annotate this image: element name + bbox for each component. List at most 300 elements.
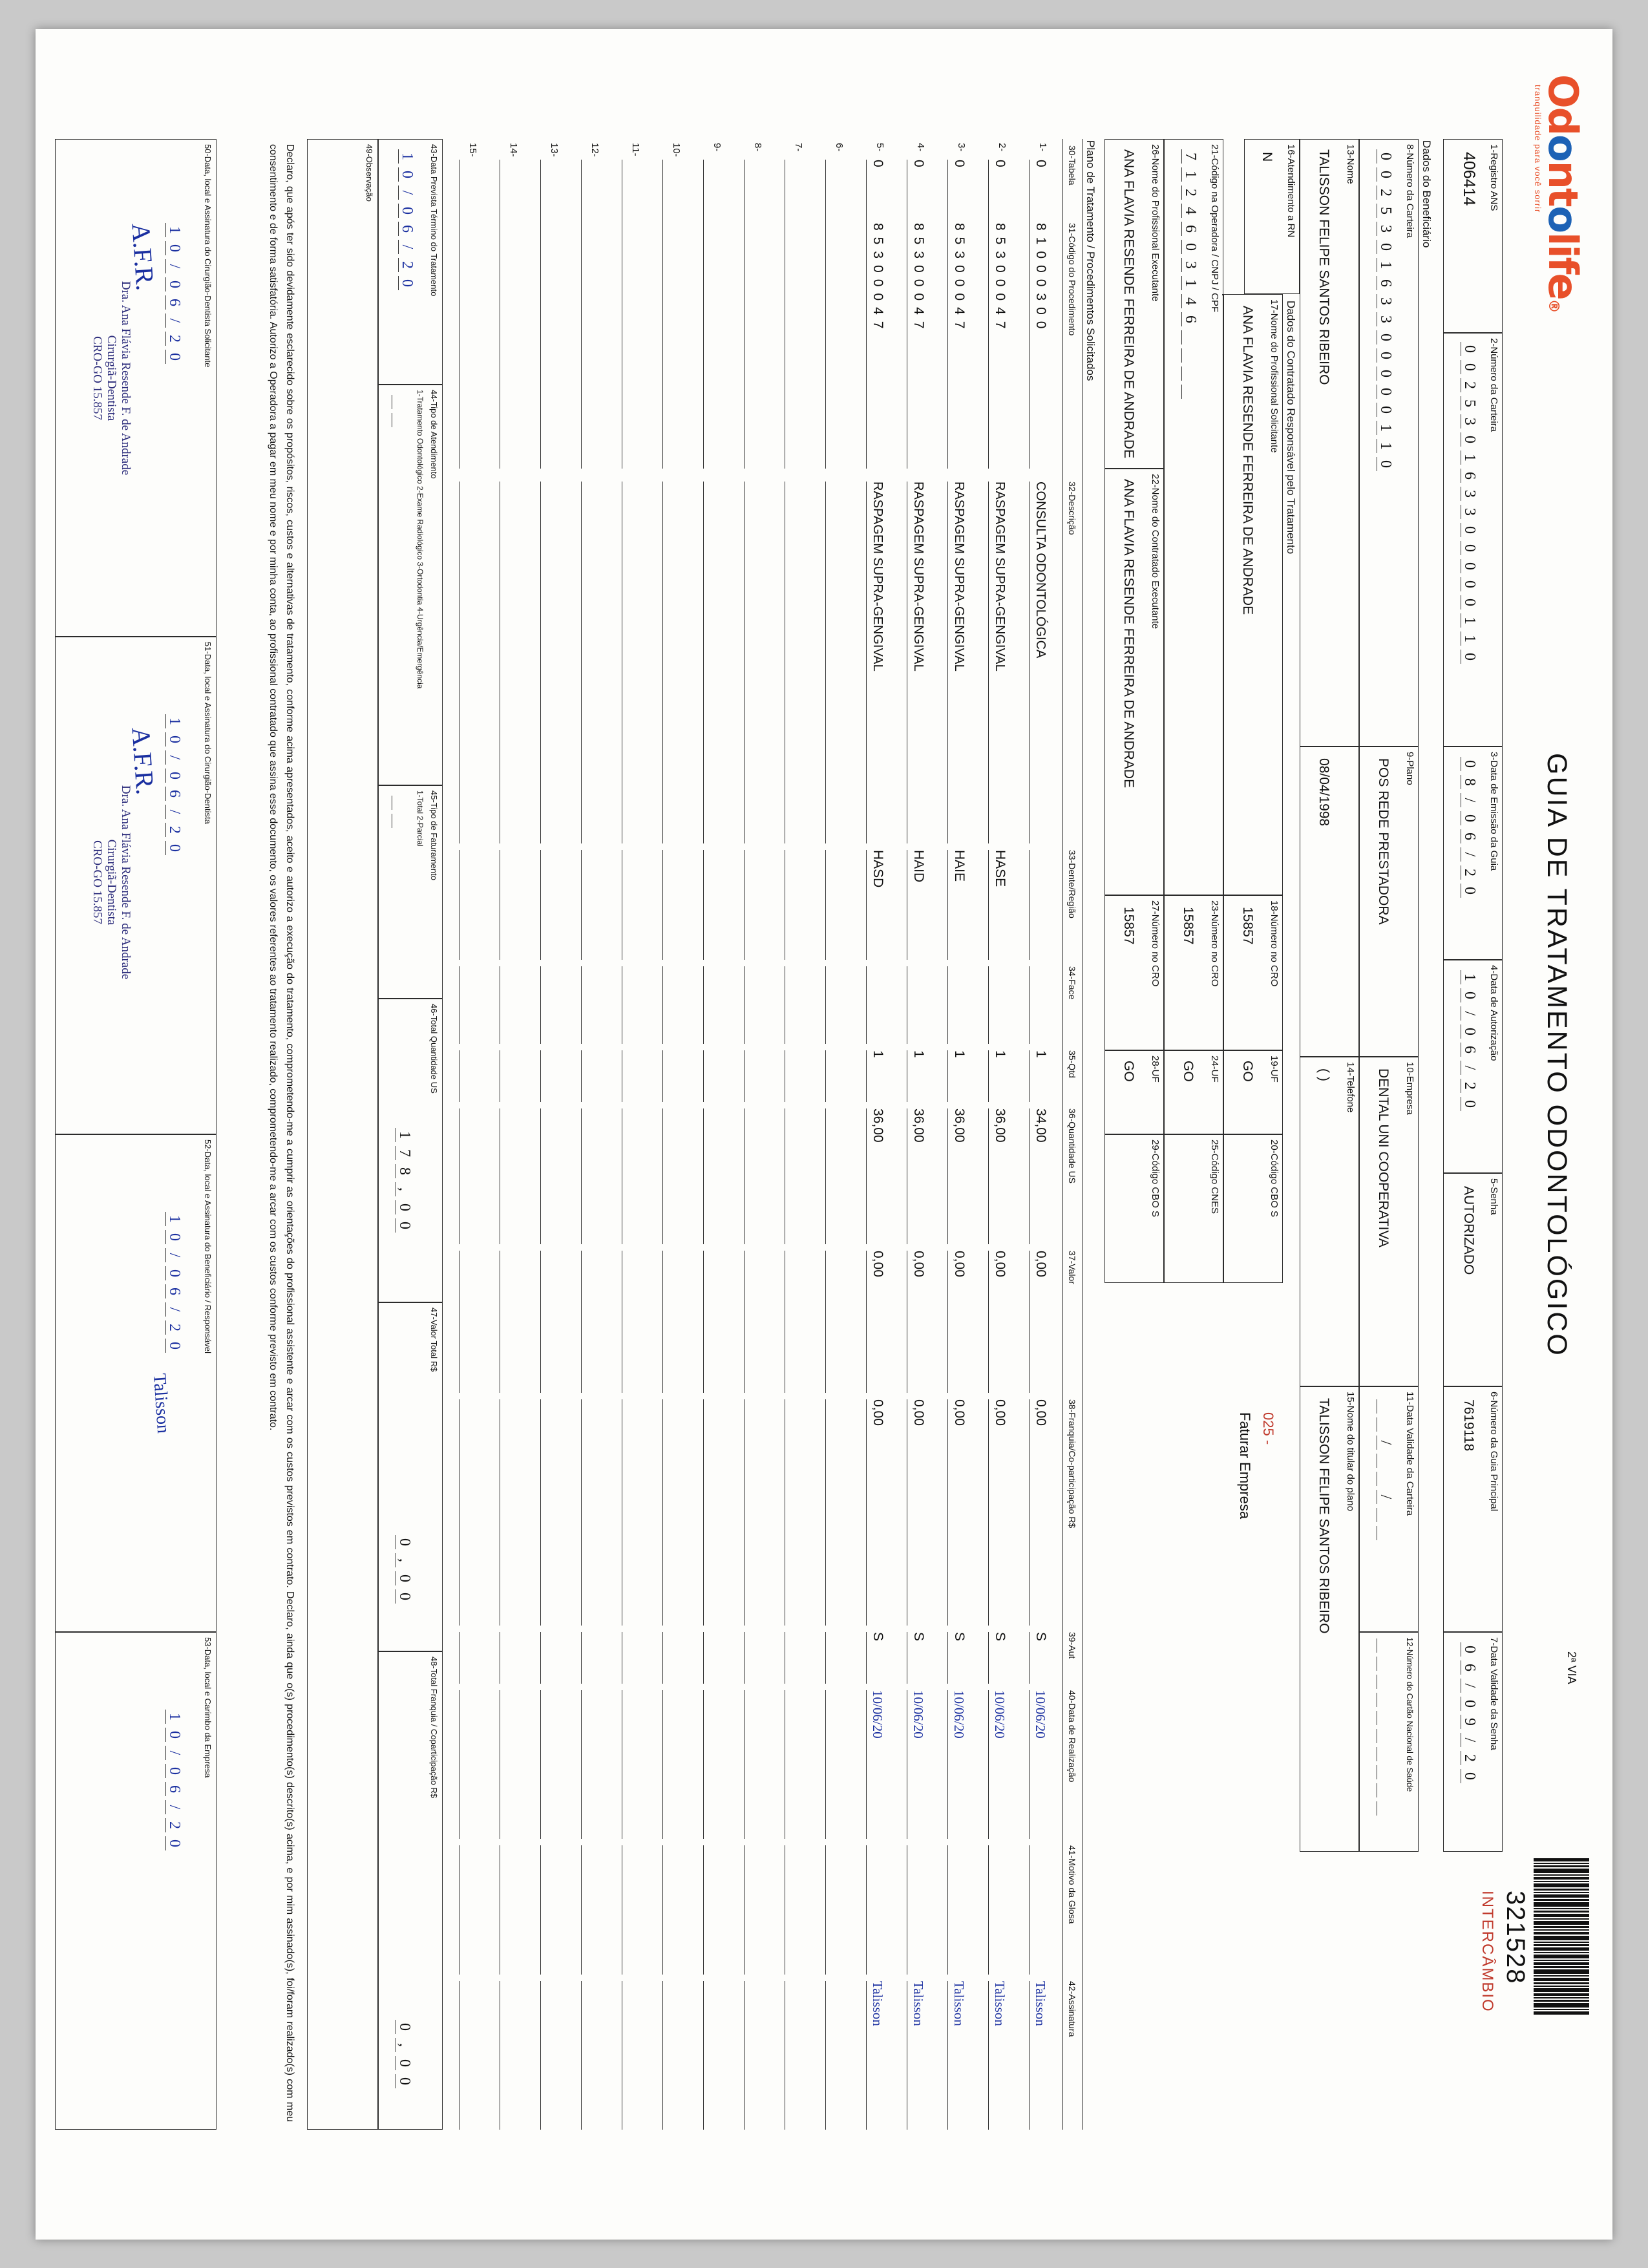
cell-franq [540,1399,563,1626]
declaration-text: Declaro, que após ter sido devidamente esclarecido sobre os propósitos, riscos, custos e alternativas de tratamento, conforme acima apresentados, aceito e autorizo a execução do tratamento, comprometendo-me a cumprir as orientações do profissional assistente e arcar com os custos previstos em contrato. Declaro, ainda que o(s) procedimento(s) descrito(s) acima, e por mim assinado(s), foi/foram realizado(s) com meu consentimento e de forma satisfatória. Autorizo a Operadora a pagar em meu nome e por minha conta, ao profissional contratado que assina esse documento, os valores referentes ao tratamento realizado, comprometendo-me a arcar com os custos conforme previsto em contrato. [268,144,295,2122]
field-50-date-cells: 1 0 / 0 6 / 2 0 [165,223,183,368]
cell-descricao: RASPAGEM SUPRA-GENGIVAL [907,482,929,843]
field-16-value: N [1260,152,1274,162]
cell-dente [744,850,766,960]
cell-descricao: CONSULTA ODONTOLÓGICA [1029,482,1051,843]
cell-tabela [744,160,766,224]
field-52-date-cells: 1 0 / 0 6 / 2 0 [165,1212,183,1357]
cell-data [825,1690,848,1839]
cell-us [622,1108,644,1244]
cell-qtd [459,1050,481,1102]
cell-franq [662,1399,685,1626]
cell-tabela: 0 [866,160,889,224]
cell-face [662,966,685,1044]
cell-qtd: 1 [1029,1050,1051,1102]
cell-us: 36,00 [947,1108,970,1244]
cell-codigo [459,223,481,469]
cell-aut [540,1632,563,1684]
cell-franq: 0,00 [947,1399,970,1626]
cell-dente [459,850,481,960]
cell-valor [744,1251,766,1393]
cell-assin [662,1981,685,2130]
table-row [650,29,690,2240]
cell-tabela [581,160,604,224]
cell-face [825,966,848,1044]
cell-us [500,1108,522,1244]
cell-codigo [500,223,522,469]
field-12-label: 12-Número do Cartão Nacional de Saúde [1405,1637,1415,1792]
row-number: 15- [467,143,478,157]
cell-qtd: 1 [988,1050,1011,1102]
row-number: 7- [793,143,804,152]
cell-tabela [459,160,481,224]
cell-descricao [500,482,522,843]
field-12-cells [1377,1638,1394,1819]
cell-franq [825,1399,848,1626]
cell-data: 10/06/20 [1029,1690,1051,1839]
cell-valor: 0,00 [866,1251,889,1393]
guia-tratamento-odontologico-form [36,29,1612,2240]
col-37-valor: 37-Valor [1067,1251,1077,1284]
cell-dente: HAIE [947,850,970,960]
cell-assin [459,1981,481,2130]
cell-codigo: 85300047 [866,223,889,469]
cell-data [540,1690,563,1839]
field-51-date-cells: 1 0 / 0 6 / 2 0 [165,714,183,859]
cell-motivo [907,1845,929,1975]
field-24-label: 24-UF [1209,1055,1220,1083]
cell-assin [500,1981,522,2130]
table-row [935,29,975,2240]
cell-qtd [540,1050,563,1102]
field-53-date-cells: 1 0 / 0 6 / 2 0 [165,1710,183,1854]
cell-tabela [622,160,644,224]
cell-tabela [825,160,848,224]
cell-motivo [947,1845,970,1975]
field-10-label: 10-Empresa [1404,1062,1415,1115]
cell-data: 10/06/20 [866,1690,889,1839]
field-21-label: 21-Código na Operadora / CNPJ / CPF [1209,144,1220,313]
cell-codigo: 85300047 [988,223,1011,469]
cell-aut [825,1632,848,1684]
row-number: 5- [874,143,885,152]
field-52-assinatura-beneficiario [55,1134,217,1632]
field-18-label: 18-Número no CRO [1269,900,1280,987]
cell-assin [825,1981,848,2130]
cell-data [662,1690,685,1839]
signature-solicitante: A.F.R. [126,222,160,292]
cell-codigo [581,223,604,469]
col-42-assinatura: 42-Assinatura [1067,1981,1077,2037]
row-number: 12- [589,143,600,157]
cell-franq [785,1399,807,1626]
cell-us [744,1108,766,1244]
col-34-face: 34-Face [1067,966,1077,1000]
cell-valor [500,1251,522,1393]
cell-valor [825,1251,848,1393]
row-number: 4- [915,143,926,152]
field-3-label: 3-Data de Emissão da Guia [1488,752,1499,871]
col-30-tabela: 30-Tabela [1067,145,1077,185]
cell-franq [703,1399,726,1626]
field-11-cells: / / [1377,1399,1394,1544]
col-41-motivo-glosa: 41-Motivo da Glosa [1067,1845,1077,1924]
cell-data [744,1690,766,1839]
cell-qtd: 1 [907,1050,929,1102]
cell-descricao [825,482,848,843]
cell-aut [581,1632,604,1684]
field-3-cells: 0 8 / 0 6 / 2 0 [1461,757,1478,902]
cell-dente [581,850,604,960]
field-27-value: 15857 [1121,907,1136,945]
field-6-label: 6-Número da Guia Principal [1488,1392,1499,1512]
cell-us [540,1108,563,1244]
table-row [609,29,650,2240]
stamp-dentista [90,682,132,1083]
cell-franq [744,1399,766,1626]
cell-us: 36,00 [866,1108,889,1244]
field-43-cells: 1 0 / 0 6 / 2 0 [398,149,416,294]
field-53-carimbo-empresa [55,1632,217,2130]
cell-assin: Talisson [907,1981,929,2130]
cell-assin: Talisson [1029,1981,1051,2130]
cell-aut: S [866,1632,889,1684]
cell-aut [459,1632,481,1684]
field-11-label: 11-Data Validade da Carteira [1404,1392,1415,1516]
cell-dente [1029,850,1051,960]
field-48-cells: 0 , 0 0 [396,2020,413,2092]
field-16-label: 16-Atendimento a RN [1285,144,1296,238]
field-27-label: 27-Número no CRO [1150,900,1161,987]
table-row [731,29,772,2240]
cell-franq: 0,00 [866,1399,889,1626]
row-number: 8- [752,143,763,152]
cell-assin: Talisson [988,1981,1011,2130]
cell-aut: S [988,1632,1011,1684]
cell-assin [540,1981,563,2130]
row-number: 9- [712,143,723,152]
cell-assin [785,1981,807,2130]
field-22-value: ANA FLAVIA RESENDE FERREIRA DE ANDRADE [1121,479,1136,789]
field-dob-value: 08/04/1998 [1316,758,1331,827]
cell-valor [540,1251,563,1393]
cell-assin: Talisson [947,1981,970,2130]
cell-aut [785,1632,807,1684]
cell-qtd [581,1050,604,1102]
cell-face [866,966,889,1044]
row-number: 14- [508,143,519,157]
field-25-label: 25-Código CNES [1209,1139,1220,1214]
field-52-label: 52-Data, local e Assinatura do Beneficiário / Responsável [203,1139,213,1353]
cell-tabela: 0 [1029,160,1051,224]
col-38-franquia: 38-Franquia/Co-participação R$ [1067,1399,1077,1529]
table-row [446,29,487,2240]
stamp2-line-2: Cirurgiã-Dentista [105,839,118,926]
cell-franq [581,1399,604,1626]
field-44-cells [392,395,409,431]
field-4-cells: 1 0 / 0 6 / 2 0 [1461,970,1478,1115]
cell-codigo [744,223,766,469]
cell-assin [622,1981,644,2130]
cell-motivo [622,1845,644,1975]
cell-motivo [459,1845,481,1975]
cell-aut [703,1632,726,1684]
field-8-label: 8-Número da Carteira [1404,144,1415,238]
faturar-empresa-label: Faturar Empresa [1237,1412,1253,1520]
table-row [975,29,1016,2240]
cell-aut [662,1632,685,1684]
field-17-value: ANA FLAVIA RESENDE FERREIRA DE ANDRADE [1240,306,1255,615]
cell-aut [744,1632,766,1684]
field-7-label: 7-Data Validade da Senha [1488,1637,1499,1750]
cell-dente: HASE [988,850,1011,960]
cell-franq [500,1399,522,1626]
cell-valor [662,1251,685,1393]
cell-motivo [581,1845,604,1975]
stamp-line-3: CRO-GO 15.857 [90,336,104,420]
cell-valor: 0,00 [907,1251,929,1393]
table-row [894,29,935,2240]
odontolife-logo: Odontolife® [1539,74,1587,312]
field-10-value: DENTAL UNI COOPERATIVA [1376,1068,1391,1247]
field-53-label: 53-Data, local e Carimbo da Empresa [203,1637,213,1778]
field-2-cells: 0 0 2 5 3 0 1 6 3 3 0 0 0 0 0 1 1 0 [1461,342,1478,668]
cell-qtd [825,1050,848,1102]
cell-motivo [1029,1845,1051,1975]
col-32-descricao: 32-Descrição [1067,482,1077,535]
cell-dente [500,850,522,960]
row-number: 13- [549,143,560,157]
cell-data [459,1690,481,1839]
cell-face [1029,966,1051,1044]
cell-face [907,966,929,1044]
cell-us [785,1108,807,1244]
cell-motivo [662,1845,685,1975]
field-8-cells: 0 0 2 5 3 0 1 6 3 3 0 0 0 0 0 1 1 0 [1377,149,1394,475]
cell-data [622,1690,644,1839]
field-13-value: TALISSON FELIPE SANTOS RIBEIRO [1316,149,1331,385]
field-4-label: 4-Data de Autorização [1488,965,1499,1061]
cell-franq [622,1399,644,1626]
cell-face [459,966,481,1044]
cell-dente [540,850,563,960]
cell-us [662,1108,685,1244]
cell-aut: S [907,1632,929,1684]
cell-codigo: 85300047 [907,223,929,469]
field-48-label: 48-Total Franquia / Coparticipação R$ [429,1657,439,1798]
field-5-value: AUTORIZADO [1461,1186,1476,1275]
form-sheet [36,29,1612,2240]
cell-face [703,966,726,1044]
col-31-codigo: 31-Código do Procedimento [1067,223,1077,336]
section-plano-title: Plano de Tratamento / Procedimentos Solicitados [1084,140,1097,381]
cell-valor [622,1251,644,1393]
cell-assin: Talisson [866,1981,889,2130]
cell-assin [744,1981,766,2130]
cell-descricao: RASPAGEM SUPRA-GENGIVAL [947,482,970,843]
cell-data: 10/06/20 [947,1690,970,1839]
intercambio-label: INTERCÂMBIO [1479,1891,1496,2013]
cell-descricao [459,482,481,843]
cell-motivo [988,1845,1011,1975]
signature-dentista: A.F.R. [126,726,160,796]
cell-aut: S [1029,1632,1051,1684]
cell-us: 36,00 [988,1108,1011,1244]
table-row [527,29,568,2240]
field-9-label: 9-Plano [1404,752,1415,785]
row-number: 1- [1037,143,1048,152]
cell-codigo [825,223,848,469]
cell-descricao: RASPAGEM SUPRA-GENGIVAL [988,482,1011,843]
cell-tabela: 0 [907,160,929,224]
field-44-label: 44-Tipo de Atendimento [429,390,439,479]
cell-qtd [500,1050,522,1102]
cell-data [785,1690,807,1839]
field-15-label: 15-Nome do titular do plano [1345,1392,1356,1512]
logo-tagline: tranquilidade para você sorrir [1533,85,1543,213]
cell-tabela [500,160,522,224]
cell-dente [785,850,807,960]
cell-codigo: 85300047 [947,223,970,469]
col-35-qtd: 35-Qtd [1067,1050,1077,1078]
cell-valor: 0,00 [988,1251,1011,1393]
stamp-line-1: Dra. Ana Flávia Resende F. de Andrade [119,281,132,476]
cell-face [581,966,604,1044]
signature-beneficiario: Talisson [149,1372,174,1434]
table-row [487,29,527,2240]
cell-data [500,1690,522,1839]
cell-face [947,966,970,1044]
field-23-value: 15857 [1181,907,1196,945]
barcode [1534,1858,1589,2136]
cell-face [988,966,1011,1044]
cell-face [540,966,563,1044]
cell-face [744,966,766,1044]
field-14-value: ( ) [1316,1068,1331,1081]
cell-data: 10/06/20 [907,1690,929,1839]
cell-dente: HAID [907,850,929,960]
cell-qtd [703,1050,726,1102]
stamp2-line-1: Dra. Ana Flávia Resende F. de Andrade [119,785,132,980]
cell-qtd [622,1050,644,1102]
table-row [690,29,731,2240]
cell-valor [581,1251,604,1393]
cell-data [581,1690,604,1839]
field-7-cells: 0 6 / 0 9 / 2 0 [1461,1642,1478,1787]
field-50-label: 50-Data, local e Assinatura do Cirurgião-Dentista Solicitante [203,144,213,368]
codigo-025-label: 025 - [1260,1412,1276,1445]
field-49-label: 49-Observação [364,144,374,202]
cell-valor: 0,00 [947,1251,970,1393]
cell-aut [622,1632,644,1684]
cell-us [459,1108,481,1244]
cell-codigo: 81000300 [1029,223,1051,469]
cell-us [825,1108,848,1244]
field-43-label: 43-Data Prevista Término do Tratamento [429,144,439,297]
field-2-label: 2-Número da Carteira [1488,338,1499,432]
field-28-value: GO [1121,1061,1136,1082]
section-beneficiario-title: Dados do Beneficiário [1421,140,1433,248]
cell-data: 10/06/20 [988,1690,1011,1839]
cell-franq [459,1399,481,1626]
field-49-observacao [307,139,378,2130]
cell-codigo [703,223,726,469]
field-18-value: 15857 [1240,907,1255,945]
col-36-qtd-us: 36-Quantidade US [1067,1108,1077,1183]
cell-franq: 0,00 [907,1399,929,1626]
cell-us: 34,00 [1029,1108,1051,1244]
document-title: GUIA DE TRATAMENTO ODONTOLÓGICO [1541,753,1572,1357]
cell-valor [703,1251,726,1393]
cell-codigo [540,223,563,469]
guide-number: 321528 [1501,1891,1530,1985]
field-23-label: 23-Número no CRO [1209,900,1220,987]
cell-valor [785,1251,807,1393]
row-number: 3- [956,143,967,152]
field-17-label: 17-Nome do Profissional Solicitante [1269,299,1280,453]
cell-franq: 0,00 [988,1399,1011,1626]
cell-aut: S [947,1632,970,1684]
cell-aut [500,1632,522,1684]
field-6-value: 7619118 [1461,1399,1476,1452]
stamp-solicitante [90,184,132,572]
field-1-value: 406414 [1460,152,1478,206]
cell-franq: 0,00 [1029,1399,1051,1626]
cell-qtd [785,1050,807,1102]
cell-motivo [866,1845,889,1975]
via-label: 2ª VIA [1565,1651,1578,1684]
field-1-label: 1-Registro ANS [1488,144,1499,211]
col-39-aut: 39-Aut [1067,1632,1077,1659]
field-51-label: 51-Data, local e Assinatura do Cirurgião-Dentista [203,642,213,824]
field-51-assinatura-dentista [55,637,217,1134]
field-13-label: 13-Nome [1345,144,1356,184]
table-row [568,29,609,2240]
stamp-line-2: Cirurgiã-Dentista [105,335,118,421]
cell-codigo [662,223,685,469]
cell-motivo [744,1845,766,1975]
field-22-label: 22-Nome do Contratado Executante [1150,474,1161,630]
field-45-options: 1-Total 2-Parcial [416,790,425,847]
col-40-data-realizacao: 40-Data de Realização [1067,1690,1077,1783]
row-number: 6- [834,143,845,152]
field-44-options: 1-Tratamento Odontológico 2-Exame Radiológico 3-Ortodontia 4-Urgência/Emergência [416,390,425,689]
table-row [1016,29,1057,2240]
cell-dente [622,850,644,960]
cell-tabela: 0 [988,160,1011,224]
cell-us [703,1108,726,1244]
cell-dente [703,850,726,960]
field-45-label: 45-Tipo de Faturamento [429,790,439,880]
cell-tabela [785,160,807,224]
field-46-cells: 1 7 8 , 0 0 [396,1128,413,1236]
field-28-label: 28-UF [1150,1055,1161,1083]
cell-codigo [785,223,807,469]
spacer [1222,294,1223,295]
section-contratado-title: Dados do Contratado Responsável pelo Tratamento [1285,301,1297,555]
table-row [772,29,812,2240]
field-9-value: POS REDE PRESTADORA [1376,758,1391,925]
field-29-label: 29-Código CBO S [1150,1139,1161,1218]
field-21-cells: 7 1 2 4 6 0 3 1 4 6 [1181,149,1199,403]
field-20-label: 20-Código CBO S [1269,1139,1280,1218]
field-26-value: ANA FLAVIA RESENDE FERREIRA DE ANDRADE [1121,149,1136,459]
row-number: 11- [630,143,641,156]
cell-tabela: 0 [947,160,970,224]
cell-us: 36,00 [907,1108,929,1244]
field-47-label: 47-Valor Total R$ [429,1308,439,1372]
cell-tabela [703,160,726,224]
